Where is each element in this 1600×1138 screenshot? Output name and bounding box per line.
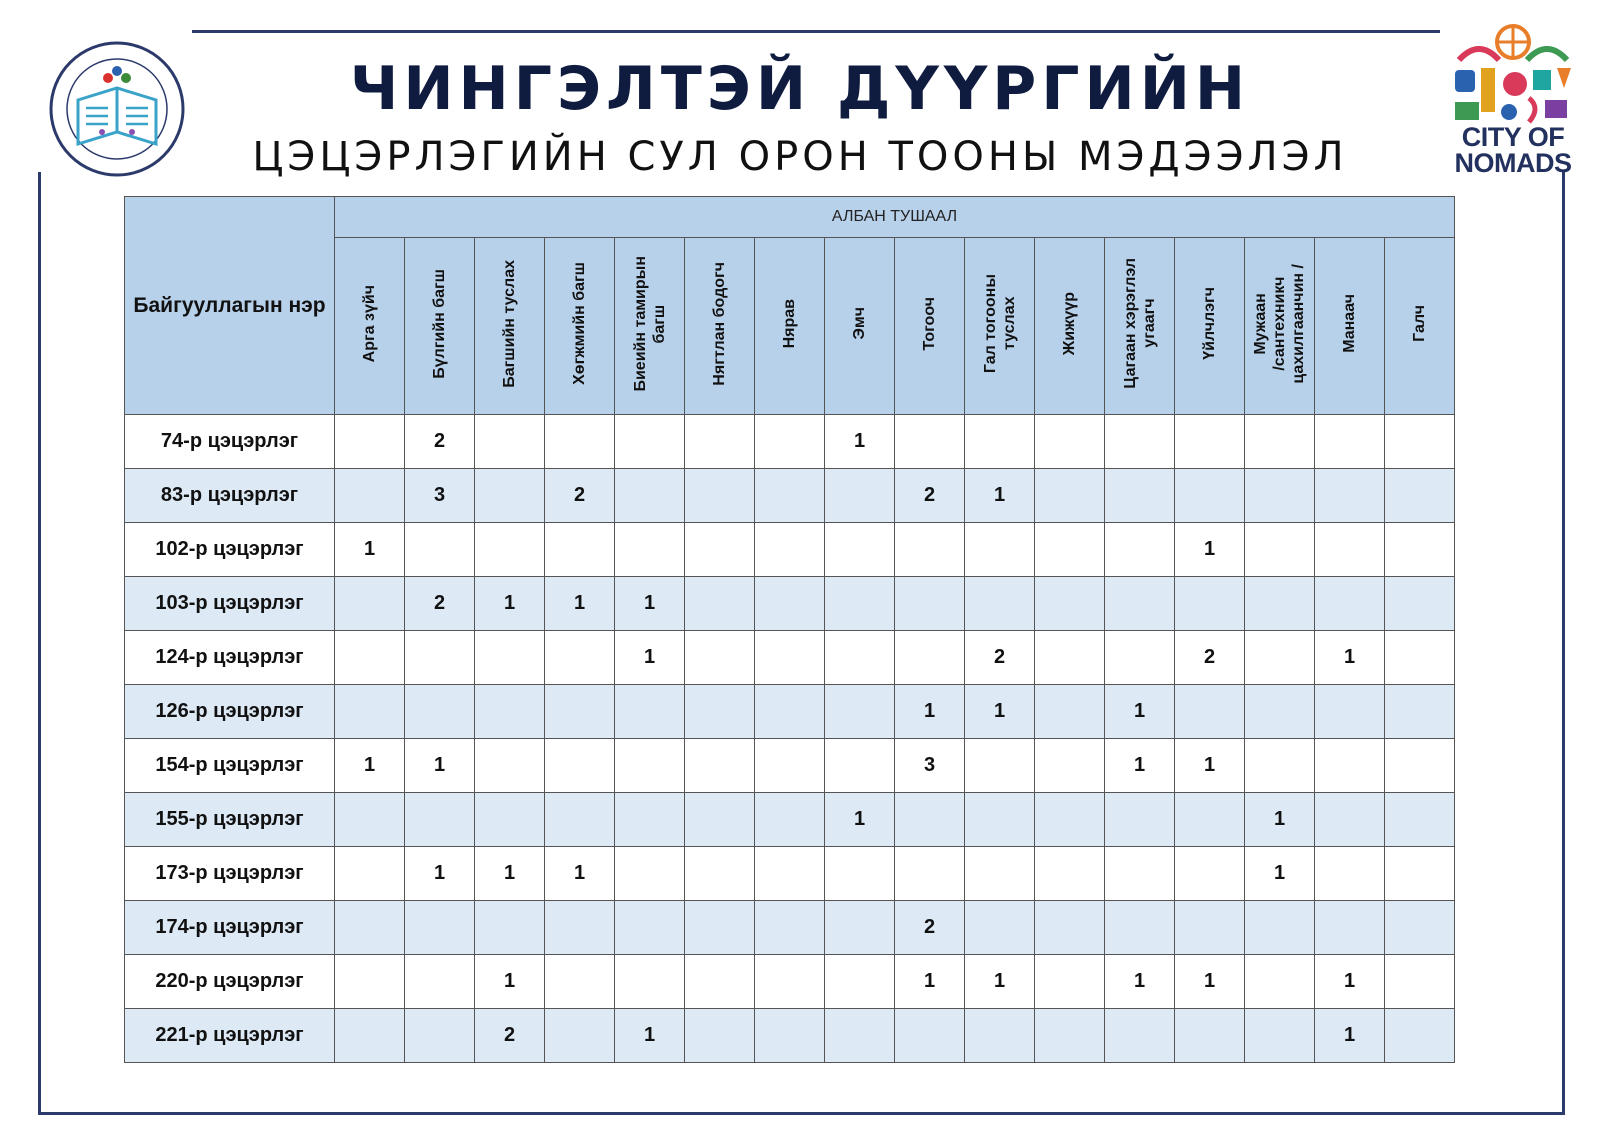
vacancy-count-cell [1105,523,1175,577]
vacancy-count-cell [1245,631,1315,685]
kindergarten-name: 221-р цэцэрлэг [125,1009,335,1063]
vacancy-count-cell [545,523,615,577]
kindergarten-name: 126-р цэцэрлэг [125,685,335,739]
page-title: ЧИНГЭЛТЭЙ ДҮҮРГИЙН [349,54,1251,124]
table-row [125,577,1455,631]
vacancy-count-cell [685,523,755,577]
vacancy-count-cell [965,577,1035,631]
vacancy-count-cell: 1 [545,577,615,631]
vacancy-count-cell [1315,847,1385,901]
vacancy-count-cell [755,847,825,901]
vacancy-count-cell: 1 [405,739,475,793]
column-header-label: Цагаан хэрэглэл угаагч [1121,258,1158,389]
vacancy-count-cell [1175,793,1245,847]
vacancy-count-cell [1035,1009,1105,1063]
column-header [825,238,895,415]
vacancy-count-cell [545,793,615,847]
vacancy-count-cell: 1 [1315,631,1385,685]
vacancy-count-cell [1105,577,1175,631]
vacancy-count-cell [1105,793,1175,847]
vacancy-count-cell [895,793,965,847]
vacancy-count-cell [965,847,1035,901]
column-header-label: Нярав [781,298,798,349]
kindergarten-name: 74-р цэцэрлэг [125,415,335,469]
vacancy-count-cell [825,955,895,1009]
vacancy-count-cell: 1 [825,415,895,469]
vacancy-count-cell [615,469,685,523]
vacancy-count-cell [335,847,405,901]
vacancy-count-cell [405,1009,475,1063]
vacancy-count-cell [755,685,825,739]
table-row [125,847,1455,901]
city-of-nomads-wordmark [1445,124,1581,176]
vacancy-count-cell: 1 [1245,793,1315,847]
vacancy-count-cell [1385,469,1455,523]
column-header [545,238,615,415]
table-row [125,739,1455,793]
vacancy-count-cell [1105,901,1175,955]
vacancy-count-cell: 1 [1105,685,1175,739]
table-body [125,415,1455,1063]
vacancy-count-cell [1315,793,1385,847]
column-header-label: Мужаан /сантехникч цахилгаанчин / [1252,263,1307,384]
vacancy-count-cell [685,955,755,1009]
column-header-label: Галч [1411,305,1428,342]
vacancy-count-cell [615,901,685,955]
table-row [125,685,1455,739]
column-header [475,238,545,415]
vacancy-count-cell [475,901,545,955]
vacancy-count-cell [545,901,615,955]
vacancy-count-cell [475,793,545,847]
frame-right-line [1562,172,1565,1114]
vacancy-count-cell [965,793,1035,847]
column-header-label: Бүлгийн багш [431,268,448,379]
column-header [1105,238,1175,415]
vacancy-count-cell [545,685,615,739]
vacancy-count-cell [755,469,825,523]
vacancy-count-cell: 1 [965,469,1035,523]
vacancy-count-cell [825,523,895,577]
vacancy-count-cell [1245,523,1315,577]
vacancy-count-cell [685,1009,755,1063]
vacancy-count-cell [1035,793,1105,847]
kindergarten-name: 102-р цэцэрлэг [125,523,335,577]
vacancy-count-cell [825,901,895,955]
vacancy-count-cell: 1 [615,577,685,631]
vacancy-count-cell [545,631,615,685]
vacancy-count-cell [1035,847,1105,901]
vacancy-count-cell [1385,793,1455,847]
vacancy-count-cell [755,415,825,469]
vacancy-count-cell [685,847,755,901]
column-header-label: Хөгжмийн багш [571,262,588,385]
vacancy-count-cell [1385,847,1455,901]
vacancy-count-cell [1035,469,1105,523]
nomads-line-1: CITY OF [1461,122,1565,152]
vacancy-count-cell: 2 [475,1009,545,1063]
frame-bottom-line [38,1112,1565,1115]
vacancy-count-cell [685,901,755,955]
vacancy-count-cell: 2 [965,631,1035,685]
vacancy-count-cell: 1 [335,523,405,577]
column-header-label: Багшийн туслах [501,259,518,388]
vacancy-count-cell [755,523,825,577]
column-header [335,238,405,415]
vacancy-count-cell: 1 [895,685,965,739]
vacancy-count-cell: 1 [965,955,1035,1009]
vacancy-count-cell [1385,739,1455,793]
vacancy-count-cell: 1 [475,955,545,1009]
vacancy-count-cell [965,415,1035,469]
vacancy-count-cell [825,1009,895,1063]
table-row [125,901,1455,955]
column-header [615,238,685,415]
vacancy-count-cell [615,523,685,577]
vacancy-count-cell: 1 [405,847,475,901]
vacancy-count-cell: 1 [335,739,405,793]
vacancy-count-cell [545,955,615,1009]
column-header [1035,238,1105,415]
vacancy-table [124,196,1455,1063]
vacancy-count-cell [1385,577,1455,631]
vacancy-count-cell [825,847,895,901]
vacancy-count-cell [1245,739,1315,793]
vacancy-count-cell [405,523,475,577]
vacancy-count-cell [475,415,545,469]
vacancy-count-cell [545,415,615,469]
column-header [1245,238,1315,415]
vacancy-count-cell [685,469,755,523]
vacancy-count-cell [685,631,755,685]
vacancy-count-cell [1245,469,1315,523]
vacancy-count-cell [1105,631,1175,685]
vacancy-count-cell [1105,1009,1175,1063]
vacancy-count-cell [1315,685,1385,739]
vacancy-count-cell [615,847,685,901]
vacancy-count-cell [1035,523,1105,577]
column-header-label: Манаач [1341,294,1358,353]
kindergarten-name: 103-р цэцэрлэг [125,577,335,631]
vacancy-count-cell [615,739,685,793]
column-header [755,238,825,415]
vacancy-count-cell [685,415,755,469]
vacancy-count-cell: 1 [475,847,545,901]
vacancy-count-cell: 2 [405,577,475,631]
vacancy-count-cell: 2 [1175,631,1245,685]
vacancy-count-cell [1385,1009,1455,1063]
vacancy-count-cell [1245,901,1315,955]
column-header-label: Жижүүр [1061,291,1078,356]
vacancy-count-cell [1175,847,1245,901]
vacancy-count-cell [1035,685,1105,739]
vacancy-count-cell: 1 [1315,1009,1385,1063]
kindergarten-name: 220-р цэцэрлэг [125,955,335,1009]
vacancy-count-cell [685,577,755,631]
vacancy-count-cell [1245,955,1315,1009]
frame-top-line [192,30,1440,33]
vacancy-count-cell [1035,631,1105,685]
vacancy-count-cell [755,793,825,847]
vacancy-count-cell: 1 [545,847,615,901]
vacancy-count-cell [825,631,895,685]
vacancy-count-cell [1035,955,1105,1009]
vacancy-count-cell [335,577,405,631]
vacancy-count-cell [405,631,475,685]
vacancy-count-cell [965,523,1035,577]
column-header-label: Гал тогооны туслах [981,273,1018,374]
vacancy-count-cell [475,631,545,685]
vacancy-count-cell [1105,847,1175,901]
table-row [125,955,1455,1009]
vacancy-count-cell [825,739,895,793]
column-header [1175,238,1245,415]
vacancy-count-cell [685,685,755,739]
kindergarten-name: 155-р цэцэрлэг [125,793,335,847]
position-group-header: АЛБАН ТУШААЛ [335,197,1455,238]
vacancy-count-cell [1245,577,1315,631]
vacancy-count-cell: 2 [895,469,965,523]
vacancy-count-cell: 1 [895,955,965,1009]
vacancy-count-cell [335,793,405,847]
vacancy-count-cell [825,685,895,739]
vacancy-count-cell [335,955,405,1009]
table-row [125,469,1455,523]
vacancy-count-cell [335,685,405,739]
vacancy-count-cell [685,793,755,847]
vacancy-count-cell: 3 [405,469,475,523]
vacancy-count-cell [545,739,615,793]
vacancy-count-cell [1385,685,1455,739]
org-name-header: Байгууллагын нэр [125,197,335,415]
vacancy-count-cell: 2 [405,415,475,469]
vacancy-count-cell [1245,1009,1315,1063]
vacancy-count-cell [1315,739,1385,793]
vacancy-count-cell: 1 [1175,739,1245,793]
vacancy-count-cell [1315,901,1385,955]
vacancy-count-cell [895,415,965,469]
vacancy-count-cell [1175,901,1245,955]
vacancy-count-cell: 2 [895,901,965,955]
vacancy-count-cell: 1 [615,1009,685,1063]
vacancy-count-cell [1105,415,1175,469]
vacancy-count-cell [615,955,685,1009]
vacancy-count-cell [1385,955,1455,1009]
vacancy-count-cell [1385,631,1455,685]
vacancy-count-cell: 1 [1175,523,1245,577]
column-header-label: Нягтлан бодогч [711,261,728,386]
kindergarten-name: 83-р цэцэрлэг [125,469,335,523]
column-header-label: Үйлчлэгч [1201,287,1218,360]
vacancy-count-cell: 1 [1105,739,1175,793]
vacancy-count-cell [1385,523,1455,577]
vacancy-count-cell [475,685,545,739]
table-row [125,523,1455,577]
vacancy-count-cell [755,739,825,793]
column-header-label: Биеийн тамирын багш [631,255,668,392]
vacancy-count-cell [1245,415,1315,469]
vacancy-count-cell [755,1009,825,1063]
column-header [405,238,475,415]
vacancy-count-cell [825,469,895,523]
vacancy-count-cell [895,847,965,901]
vacancy-count-cell [1315,415,1385,469]
vacancy-count-cell: 1 [475,577,545,631]
vacancy-count-cell [335,415,405,469]
vacancy-count-cell: 1 [615,631,685,685]
table-row [125,631,1455,685]
vacancy-count-cell [895,577,965,631]
kindergarten-name: 124-р цэцэрлэг [125,631,335,685]
kindergarten-name: 174-р цэцэрлэг [125,901,335,955]
vacancy-count-cell [475,523,545,577]
vacancy-count-cell [405,901,475,955]
vacancy-count-cell: 1 [1245,847,1315,901]
vacancy-count-cell [1035,901,1105,955]
vacancy-count-cell [1245,685,1315,739]
kindergarten-name: 173-р цэцэрлэг [125,847,335,901]
vacancy-count-cell: 1 [825,793,895,847]
vacancy-count-cell [1175,1009,1245,1063]
vacancy-count-cell [965,739,1035,793]
vacancy-count-cell [545,1009,615,1063]
vacancy-count-cell [685,739,755,793]
vacancy-count-cell [895,523,965,577]
vacancy-count-cell [615,685,685,739]
kindergarten-name: 154-р цэцэрлэг [125,739,335,793]
vacancy-count-cell [475,739,545,793]
vacancy-count-cell [615,793,685,847]
column-header-label: Арга зүйч [361,284,378,363]
column-header [1315,238,1385,415]
vacancy-count-cell [1315,577,1385,631]
vacancy-count-cell [755,631,825,685]
vacancy-count-cell: 3 [895,739,965,793]
vacancy-count-cell [335,1009,405,1063]
vacancy-count-cell [965,901,1035,955]
column-header [965,238,1035,415]
vacancy-count-cell [1385,901,1455,955]
vacancy-count-cell [335,469,405,523]
column-header [895,238,965,415]
vacancy-count-cell [1385,415,1455,469]
vacancy-count-cell [1105,469,1175,523]
vacancy-count-cell [335,901,405,955]
column-header [685,238,755,415]
vacancy-count-cell [335,631,405,685]
column-header-label: Тогооч [921,296,938,351]
column-header-label: Эмч [851,307,868,340]
vacancy-count-cell [1175,415,1245,469]
vacancy-count-cell [405,685,475,739]
education-department-logo [38,40,196,178]
column-header [1385,238,1455,415]
vacancy-count-cell [965,1009,1035,1063]
vacancy-count-cell [895,1009,965,1063]
vacancy-count-cell [755,577,825,631]
vacancy-count-cell [895,631,965,685]
vacancy-count-cell [1315,469,1385,523]
vacancy-count-cell [1175,685,1245,739]
table-row [125,1009,1455,1063]
vacancy-count-cell [1035,415,1105,469]
vacancy-count-cell [405,955,475,1009]
vacancy-count-cell [405,793,475,847]
vacancy-count-cell [475,469,545,523]
vacancy-count-cell [615,415,685,469]
vacancy-count-cell: 2 [545,469,615,523]
vacancy-count-cell: 1 [965,685,1035,739]
vacancy-count-cell [825,577,895,631]
vacancy-count-cell [1315,523,1385,577]
vacancy-count-cell: 1 [1105,955,1175,1009]
vacancy-count-cell [1035,577,1105,631]
page-subtitle: ЦЭЦЭРЛЭГИЙН СУЛ ОРОН ТООНЫ МЭДЭЭЛЭЛ [252,134,1348,180]
frame-left-line [38,172,41,1114]
nomads-line-2: NOMADS [1454,148,1572,178]
table-row [125,415,1455,469]
vacancy-count-cell [755,955,825,1009]
vacancy-count-cell: 1 [1175,955,1245,1009]
vacancy-count-cell [1175,469,1245,523]
vacancy-count-cell: 1 [1315,955,1385,1009]
vacancy-count-cell [755,901,825,955]
vacancy-count-cell [1175,577,1245,631]
vacancy-count-cell [1035,739,1105,793]
table-row [125,793,1455,847]
